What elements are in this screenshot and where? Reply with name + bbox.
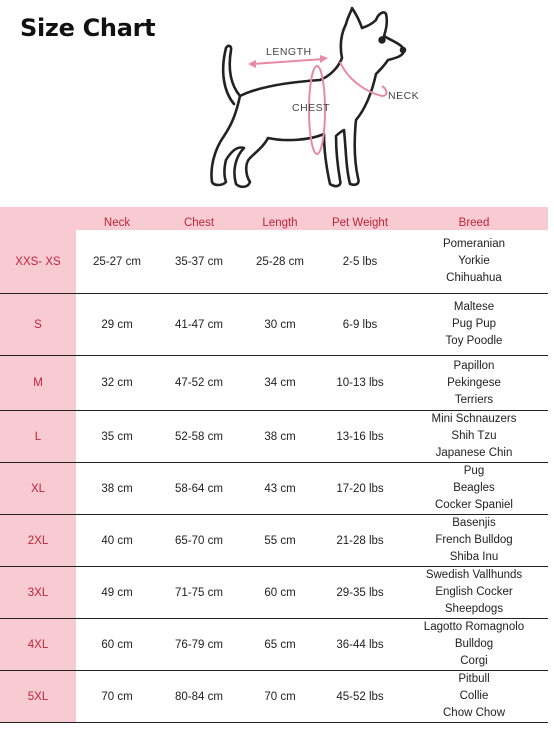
neck-loop <box>340 62 387 96</box>
header-neck: Neck <box>76 207 158 230</box>
weight-cell: 6-9 lbs <box>320 294 400 356</box>
breed-cell <box>400 515 548 567</box>
weight-cell: 36-44 lbs <box>320 619 400 671</box>
length-cell: 70 cm <box>240 671 320 723</box>
chest-label: CHEST <box>292 102 331 114</box>
dog-silhouette <box>212 8 406 187</box>
table-row <box>0 230 548 294</box>
weight-cell: 21-28 lbs <box>320 515 400 567</box>
length-cell: 60 cm <box>240 567 320 619</box>
table-header-row <box>0 207 548 230</box>
breed-name: Pomeranian <box>442 238 505 250</box>
table-row <box>0 515 548 567</box>
table-body <box>0 230 548 723</box>
size-cell: XXS- XS <box>0 230 76 294</box>
breed-cell <box>400 411 548 463</box>
size-cell: 4XL <box>0 619 76 671</box>
chest-cell: 65-70 cm <box>158 515 240 567</box>
chest-cell: 71-75 cm <box>158 567 240 619</box>
chest-cell: 41-47 cm <box>158 294 240 356</box>
length-cell: 43 cm <box>240 463 320 515</box>
breed-name: Lagotto Romagnolo <box>423 621 525 633</box>
breed-name: Pug <box>463 465 485 477</box>
table-row <box>0 411 548 463</box>
length-cell: 34 cm <box>240 356 320 411</box>
table-row <box>0 567 548 619</box>
breed-name: Shih Tzu <box>451 430 497 442</box>
weight-cell: 10-13 lbs <box>320 356 400 411</box>
size-cell: L <box>0 411 76 463</box>
table-row <box>0 619 548 671</box>
size-cell: 3XL <box>0 567 76 619</box>
breed-cell <box>400 619 548 671</box>
breed-name: Japanese Chin <box>435 447 513 459</box>
neck-cell: 60 cm <box>76 619 158 671</box>
neck-cell: 49 cm <box>76 567 158 619</box>
breed-name: Swedish Vallhunds <box>425 569 523 581</box>
neck-cell: 32 cm <box>76 356 158 411</box>
breed-name: Shiba Inu <box>449 551 499 563</box>
weight-cell: 29-35 lbs <box>320 567 400 619</box>
weight-cell: 45-52 lbs <box>320 671 400 723</box>
breed-name: Chow Chow <box>443 707 505 719</box>
breed-name: Terriers <box>454 393 494 406</box>
size-cell: XL <box>0 463 76 515</box>
neck-cell: 38 cm <box>76 463 158 515</box>
neck-cell: 70 cm <box>76 671 158 723</box>
table-row <box>0 294 548 356</box>
breed-cell <box>400 463 548 515</box>
breed-cell <box>400 230 548 294</box>
neck-cell: 40 cm <box>76 515 158 567</box>
breed-name: Pekingese <box>447 376 501 389</box>
chest-cell: 47-52 cm <box>158 356 240 411</box>
chest-cell: 58-64 cm <box>158 463 240 515</box>
chest-cell: 76-79 cm <box>158 619 240 671</box>
breed-name: French Bulldog <box>435 534 513 546</box>
size-cell: 5XL <box>0 671 76 723</box>
chest-cell: 35-37 cm <box>158 230 240 294</box>
breed-cell <box>400 567 548 619</box>
breed-name: Cocker Spaniel <box>435 499 513 511</box>
neck-label: NECK <box>388 90 420 102</box>
breed-name: Maltese <box>453 301 495 313</box>
page-title: Size Chart <box>20 14 156 42</box>
breed-name: Collie <box>459 690 489 702</box>
table-row <box>0 356 548 411</box>
size-cell: 2XL <box>0 515 76 567</box>
breed-name: Toy Poodle <box>445 335 503 347</box>
weight-cell: 13-16 lbs <box>320 411 400 463</box>
breed-name: Basenjis <box>452 517 496 529</box>
size-chart-table <box>0 207 548 723</box>
length-cell: 55 cm <box>240 515 320 567</box>
breed-name: Mini Schnauzers <box>431 413 517 425</box>
weight-cell: 17-20 lbs <box>320 463 400 515</box>
header-chest: Chest <box>158 207 240 230</box>
breed-name: Beagles <box>453 482 495 494</box>
breed-cell <box>400 356 548 411</box>
breed-name: English Cocker <box>435 586 513 598</box>
size-cell: M <box>0 356 76 411</box>
breed-name: Corgi <box>460 655 488 667</box>
weight-cell: 2-5 lbs <box>320 230 400 294</box>
length-cell: 65 cm <box>240 619 320 671</box>
chest-cell: 80-84 cm <box>158 671 240 723</box>
length-label: LENGTH <box>266 46 312 58</box>
dog-measurement-diagram <box>190 0 430 200</box>
header-pet-weight: Pet Weight <box>320 207 400 230</box>
breed-name: Yorkie <box>458 255 490 267</box>
table-row <box>0 463 548 515</box>
neck-cell: 29 cm <box>76 294 158 356</box>
header-size <box>0 207 76 230</box>
chest-cell: 52-58 cm <box>158 411 240 463</box>
breed-cell <box>400 671 548 723</box>
breed-name: Bulldog <box>454 638 494 650</box>
breed-cell <box>400 294 548 356</box>
length-cell: 38 cm <box>240 411 320 463</box>
neck-cell: 35 cm <box>76 411 158 463</box>
breed-name: Chihuahua <box>446 272 502 284</box>
breed-name: Pug Pup <box>451 318 497 330</box>
size-cell: S <box>0 294 76 356</box>
length-cell: 30 cm <box>240 294 320 356</box>
neck-cell: 25-27 cm <box>76 230 158 294</box>
breed-name: Papillon <box>453 359 495 372</box>
table-row <box>0 671 548 723</box>
header-length: Length <box>240 207 320 230</box>
breed-name: Sheepdogs <box>444 603 504 615</box>
length-cell: 25-28 cm <box>240 230 320 294</box>
header-breed: Breed <box>400 207 548 230</box>
breed-name: Pitbull <box>458 673 490 685</box>
